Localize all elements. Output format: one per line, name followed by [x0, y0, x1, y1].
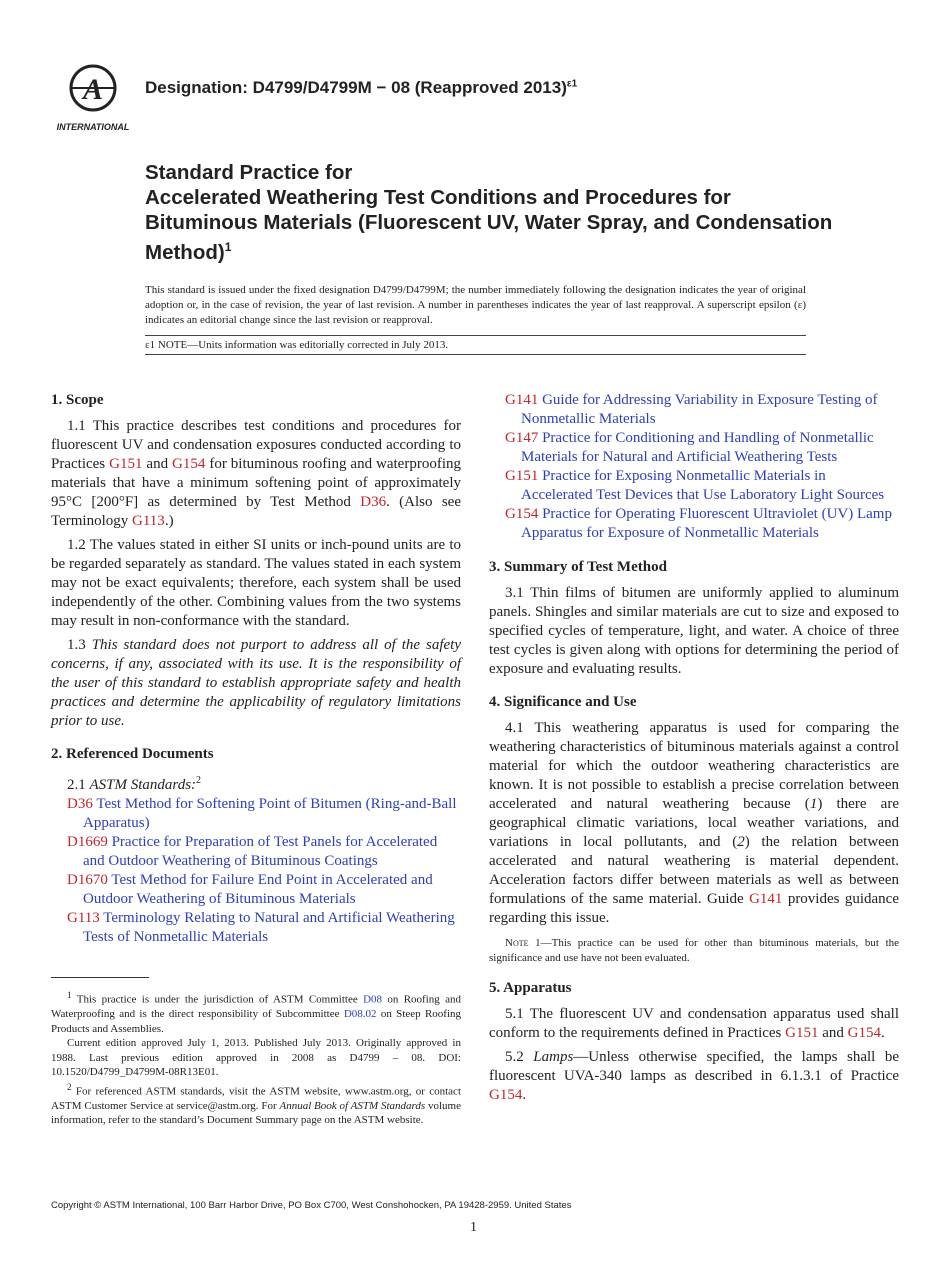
copyright-notice: Copyright © ASTM International, 100 Barr Harbor Drive, PO Box C700, West Conshohocken, PA 19428-2959. United States	[51, 1200, 572, 1211]
section-heading-apparatus: 5. Apparatus	[489, 980, 572, 996]
paragraph-1-1: 1.1 This practice describes test conditions and procedures for fluorescent UV and condensation exposures conducted according to Practices G151 and G154 for bituminous roofing and waterproofing materials that have a minimum softening point of approximately 95°C [200°F] as determined by Test Method D36. (Also see Terminology G113.)	[51, 418, 461, 529]
epsilon-mark: ε1	[145, 339, 156, 351]
list-item[interactable]: D1669 Practice for Preparation of Test Panels for Accelerated and Outdoor Weathering of Bituminous Coatings	[67, 834, 438, 869]
footnote-2: $^2$ For referenced ASTM standards, visit the ASTM website, www.astm.org, or contact ASTM Customer Service at service@astm.org. For Annual Book of ASTM Standards volume information, refer to the standard’s Document Summary page on the ASTM website.	[51, 1081, 461, 1127]
paragraph-5-2: 5.2 Lamps—Unless otherwise specified, the lamps shall be fluorescent UVA-340 lamps as described in 6.1.3.1 of Practice G154.	[489, 1049, 900, 1103]
link-g151[interactable]: G151	[785, 1025, 819, 1041]
link-g154[interactable]: G154	[489, 1087, 523, 1103]
list-item[interactable]: G141 Guide for Addressing Variability in Exposure Testing of Nonmetallic Materials	[505, 392, 878, 427]
paragraph-1-3: 1.3 This standard does not purport to address all of the safety concerns, if any, associated with its use. It is the responsibility of the user of this standard to establish appropriate safety and health practices and determine the applicability of regulatory limitations prior to use.	[51, 637, 462, 729]
astm-standards-subheading: 2.1 ASTM Standards:$^2$	[67, 775, 202, 793]
link-g141[interactable]: G141	[749, 891, 783, 907]
divider	[145, 354, 806, 355]
editorial-note	[145, 339, 448, 351]
page-number: 1	[470, 1220, 477, 1235]
list-item[interactable]: G113 Terminology Relating to Natural and Artificial Weathering Tests of Nonmetallic Materials	[67, 910, 455, 945]
link-g154[interactable]: G154	[172, 456, 206, 472]
list-item[interactable]: G147 Practice for Conditioning and Handling of Nonmetallic Materials for Natural and Artificial Weathering Tests	[505, 430, 874, 465]
designation-text: Designation: D4799/D4799M − 08 (Reapproved 2013)	[145, 78, 567, 97]
left-column	[51, 391, 461, 947]
footnote-1: $^1$ This practice is under the jurisdiction of ASTM Committee D08 on Roofing and Waterproofing and is the direct responsibility of Subcommittee D08.02 on Steep Roofing Products and Assemblies.	[51, 990, 461, 1035]
list-item[interactable]: D36 Test Method for Softening Point of Bitumen (Ring-and-Ball Apparatus)	[67, 796, 457, 831]
edition-note: Current edition approved July 1, 2013. Published July 2013. Originally approved in 1988. Last previous edition approved in 2008 as D4799 – 08. DOI: 10.1520/D4799_D4799M-08R13E01.	[51, 1037, 461, 1079]
editorial-note-text: NOTE—Units information was editorially corrected in July 2013.	[155, 339, 449, 351]
designation	[145, 78, 577, 98]
paragraph-3-1: 3.1 Thin films of bitumen are uniformly applied to aluminum panels. Shingles and similar materials are cut to size and exposed to specified cycles of temperature, light, and water. A choice of three test cycles is given along with options for determining the period of exposure and evaluating results.	[489, 585, 899, 677]
footnotes	[51, 988, 461, 1128]
link-d36[interactable]: D36	[360, 494, 387, 510]
svg-text:INTERNATIONAL: INTERNATIONAL	[56, 122, 130, 132]
list-item[interactable]: D1670 Test Method for Failure End Point in Accelerated and Outdoor Weathering of Bituminous Materials	[67, 872, 433, 907]
divider	[145, 335, 806, 336]
section-heading-scope: 1. Scope	[51, 392, 104, 408]
note-1: Note 1—This practice can be used for other than bituminous materials, but the significance and use have not been evaluated.	[489, 937, 900, 964]
footnote-divider	[51, 977, 149, 978]
list-item[interactable]: G151 Practice for Exposing Nonmetallic Materials in Accelerated Test Devices that Use Laboratory Light Sources	[505, 468, 885, 503]
document-title	[145, 160, 845, 265]
section-heading-summary: 3. Summary of Test Method	[489, 559, 667, 575]
paragraph-4-1: 4.1 This weathering apparatus is used for comparing the weathering characteristics of bituminous materials against a control material for which the outdoor weathering characteristics are known. It is not possible to establish a precise correlation between accelerated and natural weathering because (1) there are geographical climatic variations, local weather variations, and variations in local pollutants, and (2) the relation between accelerated and natural weathering is material dependent. Acceleration factors differ between materials as well as between formulations of the same material. Guide G141 provides guidance regarding this issue.	[489, 720, 900, 926]
issuance-statement: This standard is issued under the fixed designation D4799/D4799M; the number immediately following the designation indicates the year of original adoption or, in the case of revision, the year of last revision. A number in parentheses indicates the year of last reapproval. A superscript epsilon (ε) indicates an editorial change since the last revision or reapproval.	[145, 284, 806, 326]
title-line-2: Accelerated Weathering Test Conditions and Procedures for Bituminous Materials (Fluorescent UV, Water Spray, and Condensation Method)$^1$	[145, 186, 833, 264]
link-d08[interactable]: D08	[363, 993, 383, 1006]
right-column	[489, 391, 899, 1105]
designation-superscript: ε1	[566, 78, 578, 90]
title-line-1: Standard Practice for	[145, 161, 353, 184]
paragraph-1-2: 1.2 The values stated in either SI units or inch-pound units are to be regarded separately as standard. The values stated in each system may not be exact equivalents; therefore, each system shall be used independently of the other. Combining values from the two systems may result in non-conformance with the standard.	[51, 537, 461, 629]
title-footnote-mark: 1	[224, 240, 232, 254]
svg-text:A: A	[82, 73, 104, 106]
paragraph-5-1: 5.1 The fluorescent UV and condensation apparatus used shall conform to the requirements defined in Practices G151 and G154.	[489, 1006, 899, 1041]
link-d0802[interactable]: D08.02	[343, 1008, 377, 1021]
link-g151[interactable]: G151	[109, 456, 143, 472]
link-g113[interactable]: G113	[132, 513, 165, 529]
astm-logo	[50, 58, 136, 134]
section-heading-referenced-documents: 2. Referenced Documents	[51, 746, 214, 762]
link-g154[interactable]: G154	[847, 1025, 882, 1041]
section-heading-significance: 4. Significance and Use	[489, 694, 637, 710]
list-item[interactable]: G154 Practice for Operating Fluorescent Ultraviolet (UV) Lamp Apparatus for Exposure of Nonmetallic Materials	[505, 506, 892, 541]
